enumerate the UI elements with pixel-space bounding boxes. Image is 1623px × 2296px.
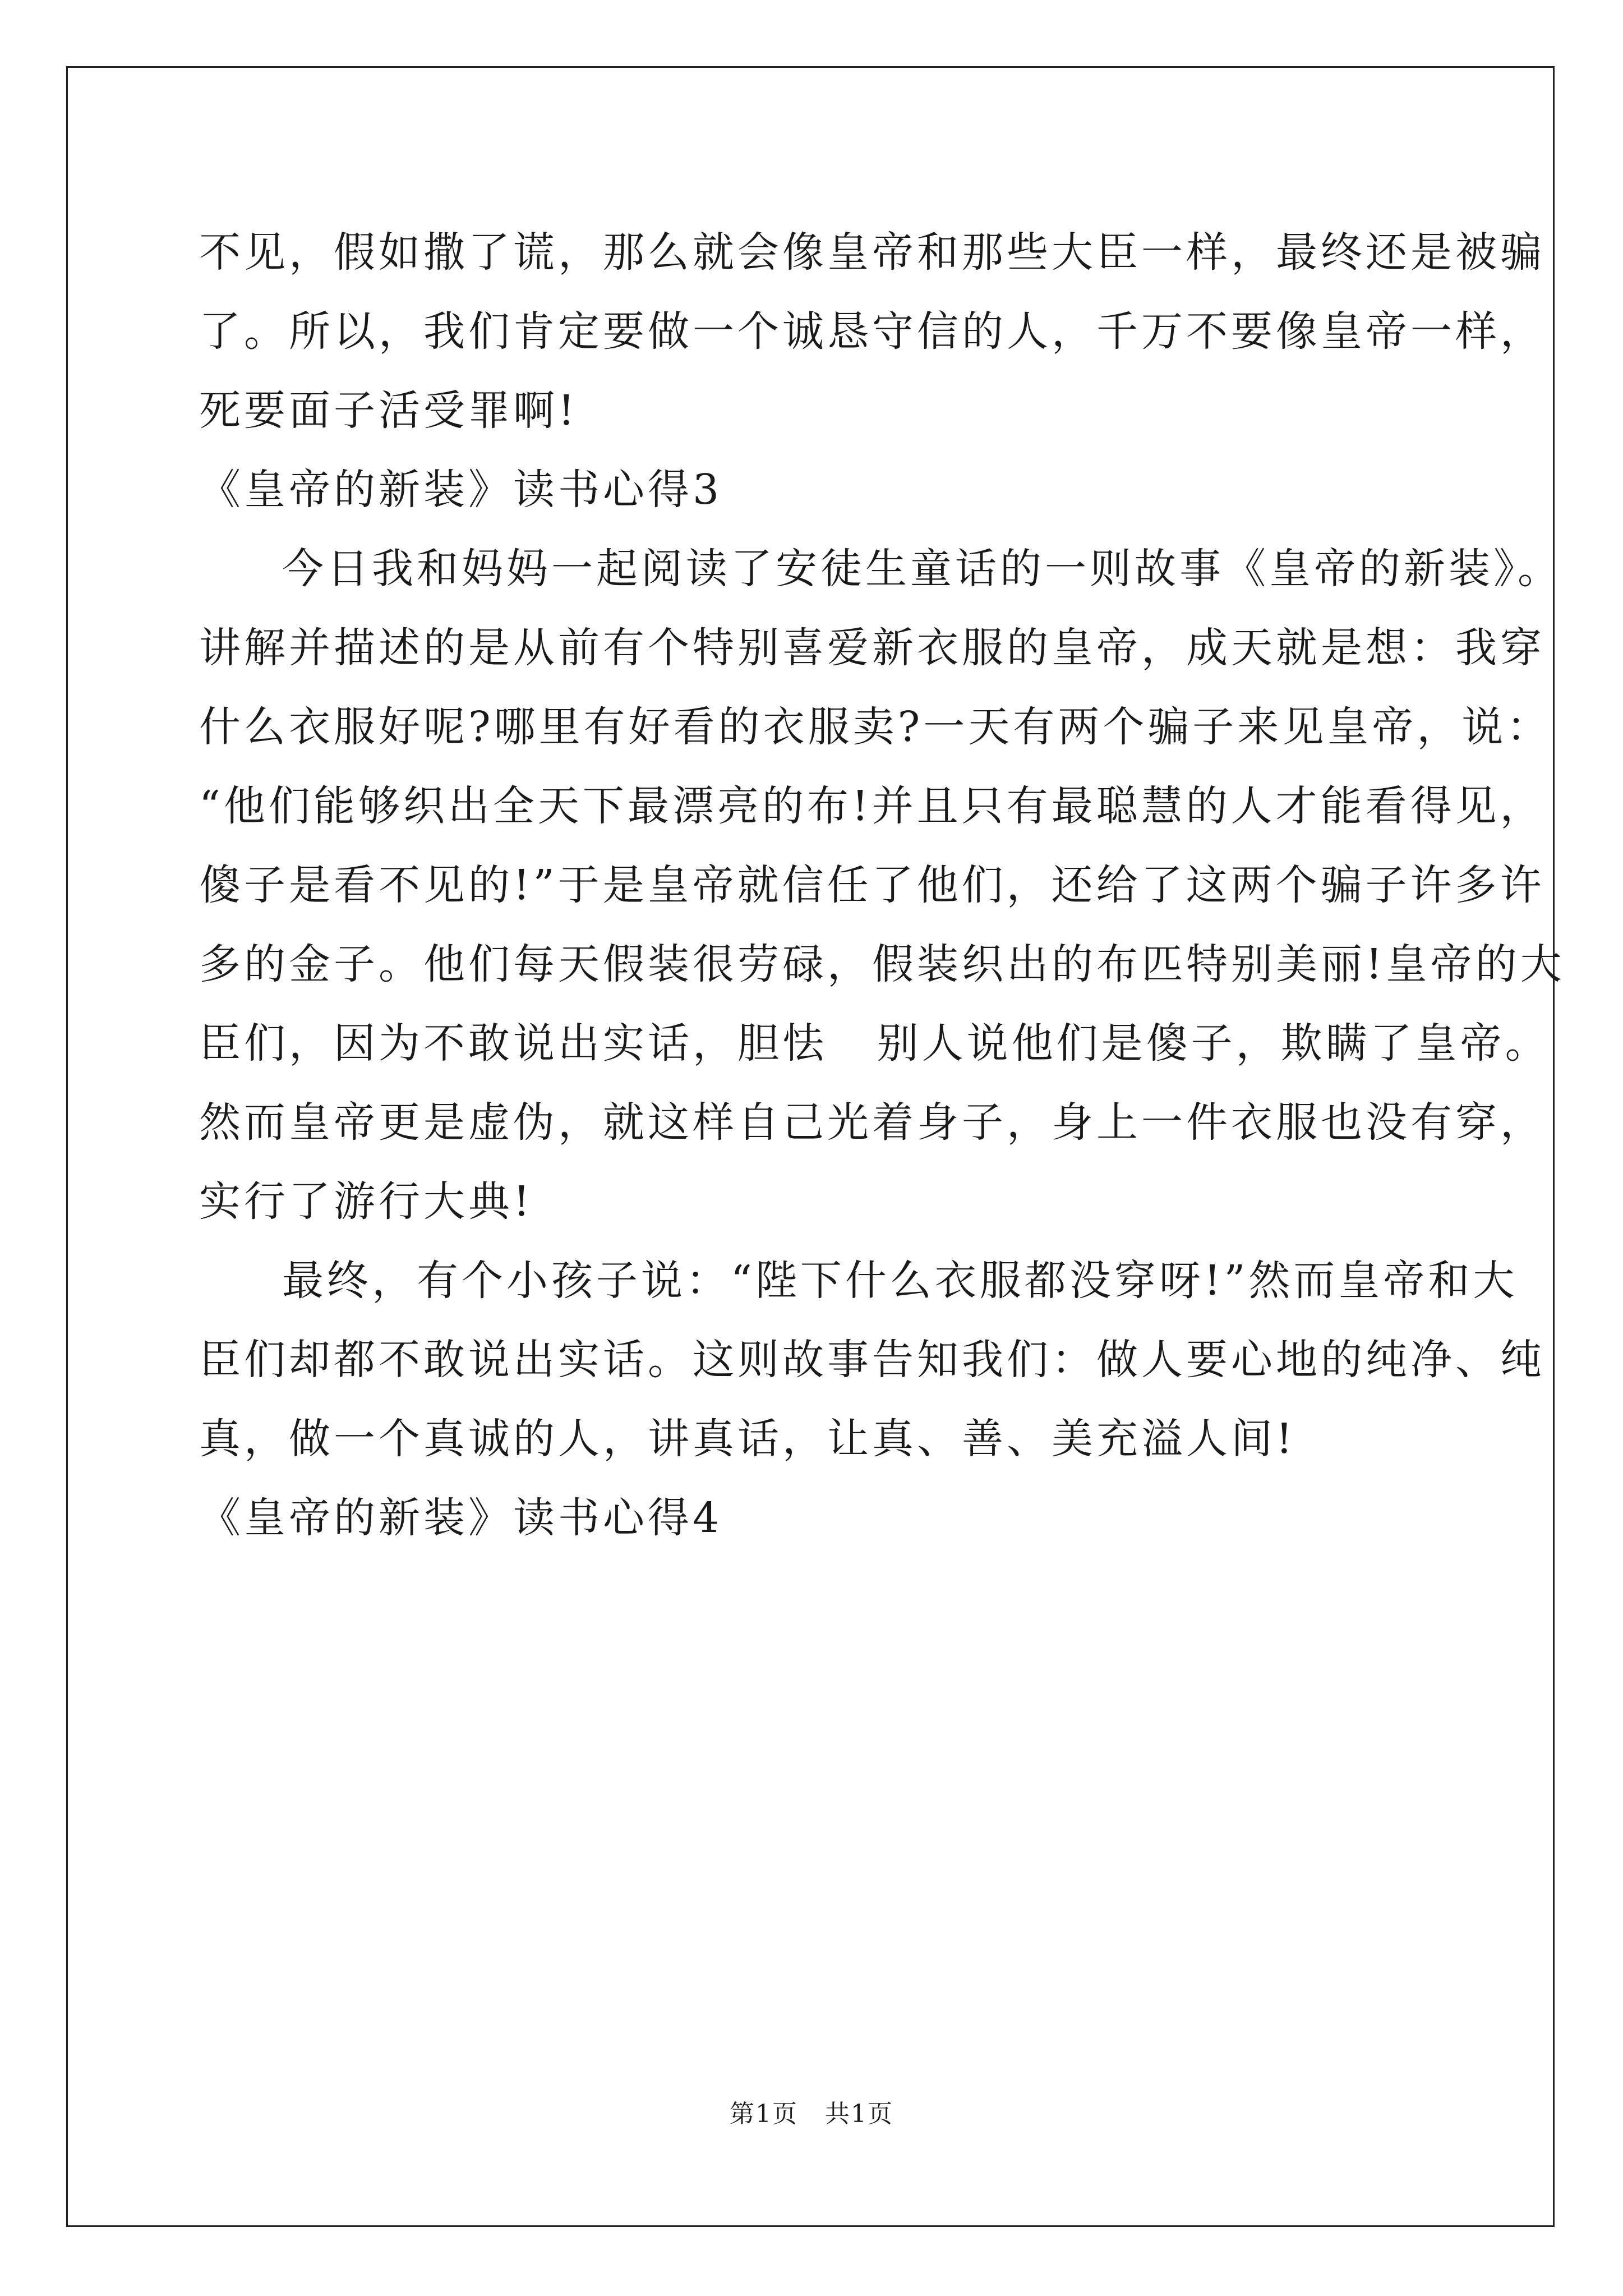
- text-line: 了。所以，我们肯定要做一个诚恳守信的人，千万不要像皇帝一样，: [199, 307, 1545, 356]
- text-line: 臣们却都不敢说出实话。这则故事告知我们：做人要心地的纯净、纯: [199, 1336, 1545, 1384]
- text-line: 傻子是看不见的!”于是皇帝就信任了他们，还给了这两个骗子许多许: [199, 861, 1545, 909]
- text-line: 然而皇帝更是虚伪，就这样自己光着身子，身上一件衣服也没有穿，: [199, 1098, 1545, 1147]
- section-heading: 《皇帝的新装》读书心得4: [199, 1494, 723, 1542]
- text-line: 臣们，因为不敢说出实话，胆怯 别人说他们是傻子，欺瞒了皇帝。: [199, 1019, 1550, 1068]
- text-line: 不见，假如撒了谎，那么就会像皇帝和那些大臣一样，最终还是被骗: [199, 228, 1545, 277]
- section-heading: 《皇帝的新装》读书心得3: [199, 466, 723, 514]
- text-line: 死要面子活受罪啊!: [199, 386, 578, 435]
- document-body: [199, 213, 1565, 1558]
- text-line: 什么衣服好呢?哪里有好看的衣服卖?一天有两个骗子来见皇帝，说：: [199, 703, 1552, 751]
- page-number: 第1页 共1页: [730, 2100, 893, 2128]
- text-line: 真，做一个真诚的人，讲真话，让真、善、美充溢人间!: [199, 1415, 1296, 1463]
- text-line: “他们能够织出全天下最漂亮的布!并且只有最聪慧的人才能看得见，: [199, 782, 1545, 830]
- text-line: 实行了游行大典!: [199, 1177, 533, 1226]
- text-line: 多的金子。他们每天假装很劳碌，假装织出的布匹特别美丽!皇帝的大: [199, 940, 1565, 988]
- text-line: 最终，有个小孩子说：“陛下什么衣服都没穿呀!”然而皇帝和大: [282, 1257, 1518, 1305]
- text-line: 讲解并描述的是从前有个特别喜爱新衣服的皇帝，成天就是想：我穿: [199, 624, 1545, 672]
- text-line: 今日我和妈妈一起阅读了安徒生童话的一则故事《皇帝的新装》。: [282, 545, 1562, 593]
